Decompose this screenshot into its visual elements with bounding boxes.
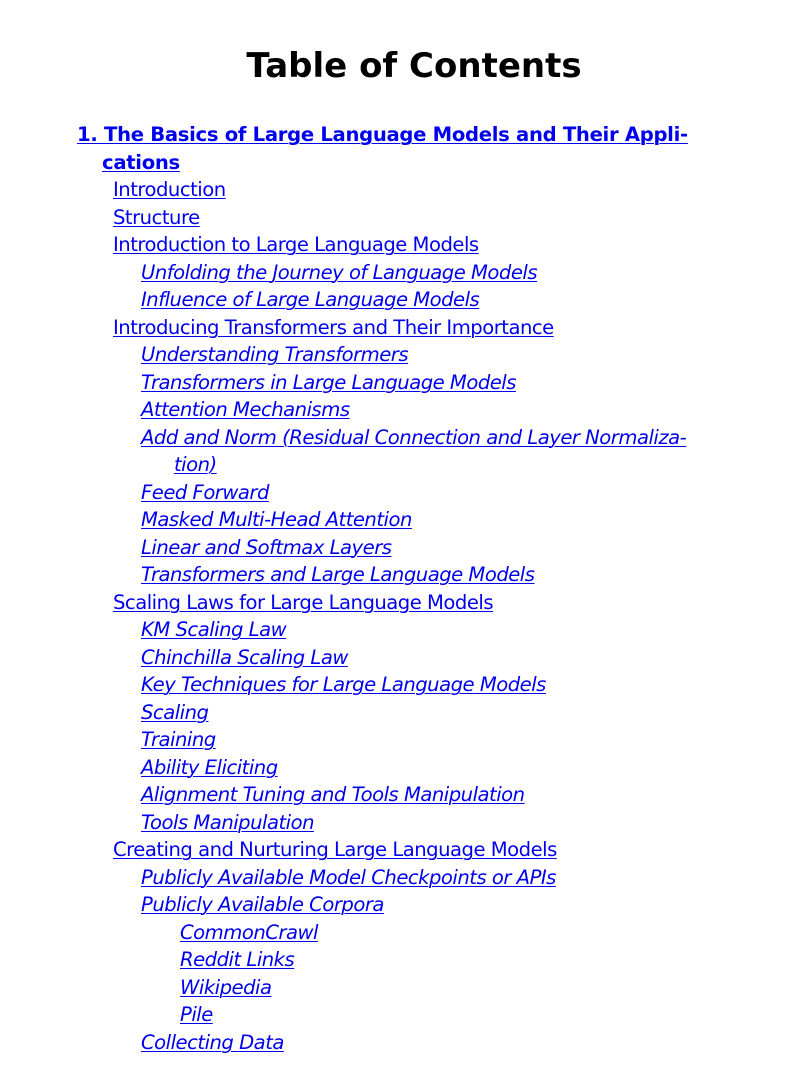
toc-link-pile[interactable]: Pile: [180, 1003, 213, 1026]
toc-link-public-corpora[interactable]: Publicly Available Corpora: [141, 893, 384, 916]
toc-link-scaling[interactable]: Scaling: [141, 700, 209, 724]
toc-link-km-scaling-law[interactable]: KM Scaling Law: [141, 618, 287, 641]
toc-item: [0, 616, 801, 644]
toc-link-key-techniques[interactable]: Key Techniques for Large Language Models: [141, 673, 546, 696]
toc-link-training[interactable]: Training: [141, 728, 216, 751]
toc-link-commoncrawl[interactable]: CommonCrawl: [180, 920, 318, 944]
toc-item: [0, 1029, 801, 1057]
toc-item: [0, 259, 801, 287]
toc-chapter-1-link-cont[interactable]: [102, 151, 180, 174]
toc-item: [0, 781, 801, 809]
toc-item: [0, 644, 801, 672]
toc-item: [0, 204, 801, 232]
toc-item: [0, 341, 801, 369]
toc-item: [0, 946, 801, 974]
toc-item: [0, 369, 801, 397]
toc-link-add-and-norm-cont[interactable]: tion): [174, 453, 217, 476]
toc-chapter-1: [0, 121, 801, 176]
toc-item: [0, 424, 801, 479]
table-of-contents: [0, 121, 801, 1056]
toc-item: [0, 1001, 801, 1029]
toc-link-understanding-transformers[interactable]: Understanding Transformers: [141, 343, 409, 366]
toc-link-tools-manipulation[interactable]: Tools Manipulation: [141, 810, 315, 834]
page-title: Table of Contents: [246, 46, 582, 86]
toc-link-intro-llm[interactable]: Introduction to Large Language Models: [113, 233, 479, 256]
toc-link-introduction[interactable]: Introduction: [113, 178, 226, 201]
toc-item: [0, 809, 801, 837]
toc-chapter-1-link[interactable]: [77, 123, 688, 146]
toc-item: [0, 314, 801, 342]
toc-link-model-checkpoints[interactable]: Publicly Available Model Checkpoints or APIs: [141, 865, 556, 889]
toc-link-chinchilla-scaling-law[interactable]: Chinchilla Scaling Law: [141, 645, 348, 669]
toc-link-creating-nurturing[interactable]: Creating and Nurturing Large Language Models: [113, 838, 557, 861]
toc-item: [0, 726, 801, 754]
toc-link-influence-llm[interactable]: Influence of Large Language Models: [141, 288, 480, 311]
toc-item: [0, 699, 801, 727]
toc-link-attention-mechanisms[interactable]: Attention Mechanisms: [141, 398, 350, 421]
toc-link-feed-forward[interactable]: Feed Forward: [141, 480, 269, 504]
toc-item: [0, 534, 801, 562]
toc-link-unfolding-journey[interactable]: Unfolding the Journey of Language Models: [141, 260, 538, 284]
toc-link-transformers-and-llm[interactable]: Transformers and Large Language Models: [141, 563, 535, 586]
toc-link-collecting-data[interactable]: Collecting Data: [141, 1030, 284, 1054]
toc-item: [0, 176, 801, 204]
toc-item: [0, 506, 801, 534]
toc-item: [0, 396, 801, 424]
toc-item: [0, 286, 801, 314]
toc-link-ability-eliciting[interactable]: Ability Eliciting: [141, 755, 278, 779]
toc-item: [0, 919, 801, 947]
toc-item: [0, 589, 801, 617]
toc-link-structure[interactable]: Structure: [113, 205, 200, 229]
toc-link-scaling-laws[interactable]: Scaling Laws for Large Language Models: [113, 590, 494, 614]
toc-link-transformers-in-llm[interactable]: Transformers in Large Language Models: [141, 370, 516, 394]
toc-item: [0, 891, 801, 919]
toc-link-introducing-transformers[interactable]: Introducing Transformers and Their Importance: [113, 315, 554, 339]
toc-item: [0, 479, 801, 507]
toc-link-wikipedia[interactable]: Wikipedia: [180, 975, 272, 999]
toc-link-reddit-links[interactable]: Reddit Links: [180, 948, 295, 971]
toc-item: [0, 754, 801, 782]
toc-item: [0, 974, 801, 1002]
toc-item: [0, 671, 801, 699]
toc-chapter-1-label-line1: 1. The Basics of Large Language Models and Their Appli-: [77, 123, 688, 146]
toc-chapter-1-label-line2: cations: [102, 150, 180, 174]
toc-link-masked-attention[interactable]: Masked Multi-Head Attention: [141, 508, 412, 531]
toc-link-alignment-tuning[interactable]: Alignment Tuning and Tools Manipulation: [141, 783, 525, 806]
toc-item: [0, 864, 801, 892]
toc-link-add-and-norm[interactable]: Add and Norm (Residual Connection and Layer Normaliza-: [141, 425, 687, 449]
toc-item: [0, 231, 801, 259]
toc-link-linear-softmax[interactable]: Linear and Softmax Layers: [141, 535, 392, 559]
toc-item: [0, 561, 801, 589]
toc-item: [0, 836, 801, 864]
